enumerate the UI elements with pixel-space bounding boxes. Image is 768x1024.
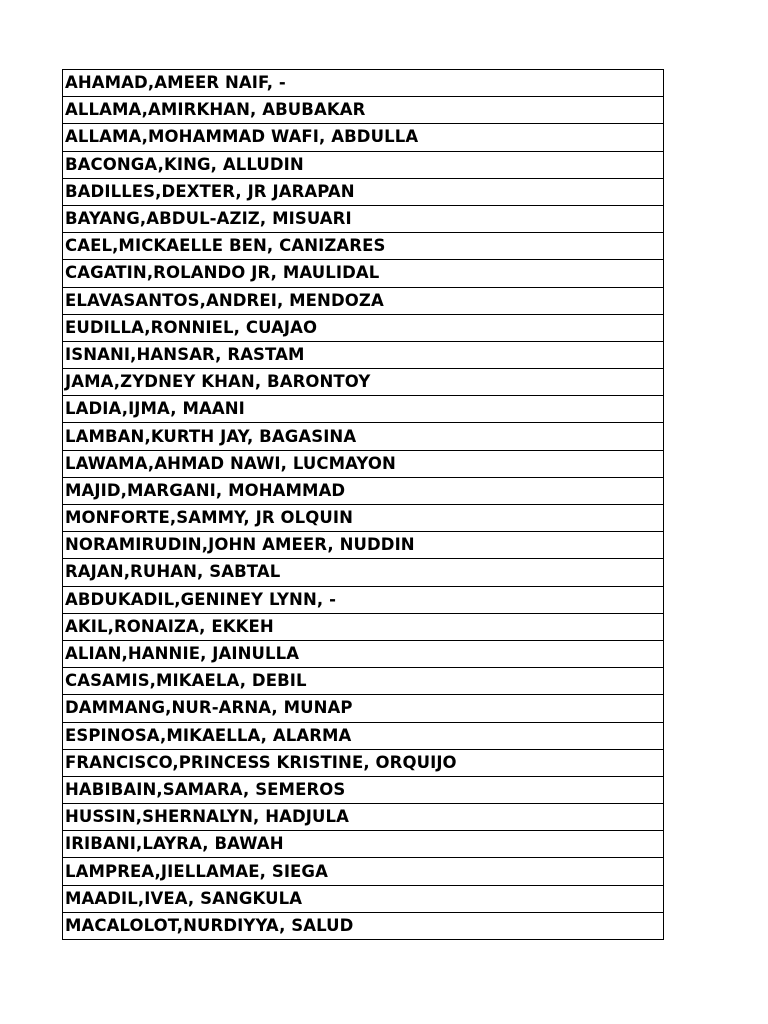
table-row xyxy=(63,477,664,504)
table-row xyxy=(63,804,664,831)
name-cell: ESPINOSA,MIKAELLA, ALARMA xyxy=(63,722,664,749)
table-row xyxy=(63,70,664,97)
name-cell: LAWAMA,AHMAD NAWI, LUCMAYON xyxy=(63,450,664,477)
name-cell: HABIBAIN,SAMARA, SEMEROS xyxy=(63,776,664,803)
table-row xyxy=(63,695,664,722)
name-cell: ALIAN,HANNIE, JAINULLA xyxy=(63,640,664,667)
table-row xyxy=(63,559,664,586)
name-cell: ALLAMA,AMIRKHAN, ABUBAKAR xyxy=(63,97,664,124)
name-cell: CAEL,MICKAELLE BEN, CANIZARES xyxy=(63,233,664,260)
name-cell: CASAMIS,MIKAELA, DEBIL xyxy=(63,668,664,695)
table-row xyxy=(63,314,664,341)
table-row xyxy=(63,97,664,124)
name-cell: BACONGA,KING, ALLUDIN xyxy=(63,151,664,178)
table-row xyxy=(63,885,664,912)
name-cell: EUDILLA,RONNIEL, CUAJAO xyxy=(63,314,664,341)
name-cell: CAGATIN,ROLANDO JR, MAULIDAL xyxy=(63,260,664,287)
table-row xyxy=(63,287,664,314)
name-cell: LAMPREA,JIELLAMAE, SIEGA xyxy=(63,858,664,885)
table-row xyxy=(63,912,664,939)
table-row xyxy=(63,205,664,232)
name-cell: LAMBAN,KURTH JAY, BAGASINA xyxy=(63,423,664,450)
name-cell: LADIA,IJMA, MAANI xyxy=(63,396,664,423)
name-cell: ISNANI,HANSAR, RASTAM xyxy=(63,341,664,368)
table-row xyxy=(63,450,664,477)
name-cell: RAJAN,RUHAN, SABTAL xyxy=(63,559,664,586)
name-cell: ELAVASANTOS,ANDREI, MENDOZA xyxy=(63,287,664,314)
table-row xyxy=(63,858,664,885)
name-cell: FRANCISCO,PRINCESS KRISTINE, ORQUIJO xyxy=(63,749,664,776)
table-row xyxy=(63,831,664,858)
name-cell: ABDUKADIL,GENINEY LYNN, - xyxy=(63,586,664,613)
table-row xyxy=(63,151,664,178)
name-cell: MAJID,MARGANI, MOHAMMAD xyxy=(63,477,664,504)
table-row xyxy=(63,178,664,205)
name-cell: BAYANG,ABDUL-AZIZ, MISUARI xyxy=(63,205,664,232)
table-row xyxy=(63,369,664,396)
table-row xyxy=(63,396,664,423)
table-row xyxy=(63,505,664,532)
name-cell: BADILLES,DEXTER, JR JARAPAN xyxy=(63,178,664,205)
table-row xyxy=(63,640,664,667)
name-cell: AHAMAD,AMEER NAIF, - xyxy=(63,70,664,97)
name-cell: MACALOLOT,NURDIYYA, SALUD xyxy=(63,912,664,939)
name-cell: IRIBANI,LAYRA, BAWAH xyxy=(63,831,664,858)
name-cell: DAMMANG,NUR-ARNA, MUNAP xyxy=(63,695,664,722)
name-cell: AKIL,RONAIZA, EKKEH xyxy=(63,613,664,640)
table-row xyxy=(63,776,664,803)
table-row xyxy=(63,532,664,559)
name-cell: MAADIL,IVEA, SANGKULA xyxy=(63,885,664,912)
table-row xyxy=(63,668,664,695)
table-row xyxy=(63,423,664,450)
name-cell: HUSSIN,SHERNALYN, HADJULA xyxy=(63,804,664,831)
name-cell: MONFORTE,SAMMY, JR OLQUIN xyxy=(63,505,664,532)
table-row xyxy=(63,233,664,260)
table-row xyxy=(63,613,664,640)
name-cell: ALLAMA,MOHAMMAD WAFI, ABDULLA xyxy=(63,124,664,151)
table-row xyxy=(63,341,664,368)
name-list-body xyxy=(63,70,664,940)
name-list-table xyxy=(62,69,664,940)
name-cell: NORAMIRUDIN,JOHN AMEER, NUDDIN xyxy=(63,532,664,559)
table-row xyxy=(63,586,664,613)
table-row xyxy=(63,749,664,776)
name-cell: JAMA,ZYDNEY KHAN, BARONTOY xyxy=(63,369,664,396)
table-row xyxy=(63,722,664,749)
table-row xyxy=(63,124,664,151)
table-row xyxy=(63,260,664,287)
